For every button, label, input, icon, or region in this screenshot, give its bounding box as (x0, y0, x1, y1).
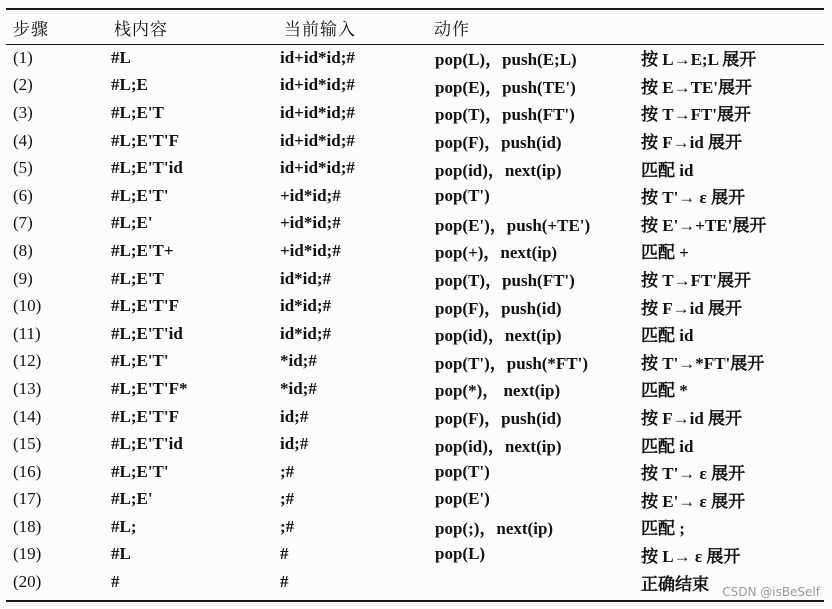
cell-stack: #L; (111, 516, 137, 536)
cell-note: 匹配 id (641, 436, 694, 456)
cell-stack: #L;E'T' (111, 185, 169, 205)
cell-step: (20) (13, 572, 42, 592)
cell-stack: #L;E'T' (111, 461, 169, 481)
cell-stack: #L;E' (111, 213, 153, 233)
header-note (632, 10, 824, 44)
cell-action: pop(T)，push(FT') (435, 105, 575, 125)
table-row (6, 265, 824, 293)
cell-step: (10) (13, 296, 42, 316)
cell-note: 匹配 + (641, 243, 689, 263)
cell-note: 匹配 ; (641, 519, 685, 539)
cell-action: pop(;)，next(ip) (435, 519, 554, 539)
table-row (6, 99, 824, 127)
header-input: 当前输入 (284, 19, 356, 40)
cell-action: pop(T') (435, 461, 490, 481)
cell-action: pop(+)，next(ip) (435, 243, 558, 263)
cell-note: 按 L→E;L 展开 (641, 50, 757, 70)
cell-step: (19) (13, 544, 42, 564)
table-row (6, 44, 824, 72)
cell-step: (11) (13, 323, 41, 343)
cell-input: +id*id;# (280, 240, 341, 260)
header-step: 步骤 (13, 19, 49, 40)
cell-input: id+id*id;# (280, 47, 355, 67)
cell-stack: #L;E'T'id (111, 158, 183, 178)
cell-note: 按 E'→ ε 展开 (641, 491, 746, 511)
cell-stack: #L;E'T'id (111, 434, 183, 454)
cell-input: id*id;# (280, 268, 332, 288)
cell-action: pop(id)，next(ip) (435, 326, 562, 346)
table-row (6, 458, 824, 486)
cell-stack: #L;E'T' (111, 351, 169, 371)
table-bottom-rule (6, 600, 824, 602)
cell-stack: # (111, 572, 120, 592)
cell-note: 匹配 id (641, 326, 694, 346)
table-row (6, 513, 824, 541)
watermark: CSDN @isBeSelf (722, 585, 820, 599)
cell-note: 按 E→TE'展开 (641, 77, 752, 97)
cell-input: ;# (280, 461, 295, 481)
cell-stack: #L;E'T'F (111, 130, 180, 150)
cell-note: 按 T'→ ε 展开 (641, 188, 746, 208)
parsing-steps-table (6, 10, 824, 596)
cell-note: 按 T'→*FT'展开 (641, 353, 765, 373)
table-row (6, 375, 824, 403)
table-row (6, 127, 824, 155)
cell-step: (18) (13, 516, 42, 536)
cell-input: +id*id;# (280, 185, 341, 205)
table-row (6, 72, 824, 100)
cell-input: id;# (280, 434, 309, 454)
table-row (6, 568, 824, 596)
cell-action: pop(T')，push(*FT') (435, 353, 589, 373)
cell-action: pop(*)， next(ip) (435, 381, 561, 401)
cell-note: 按 F→id 展开 (641, 298, 743, 318)
cell-action: pop(E') (435, 489, 490, 509)
cell-note: 匹配 id (641, 160, 694, 180)
cell-input: ;# (280, 489, 295, 509)
cell-step: (7) (13, 213, 33, 233)
cell-action: pop(id)，next(ip) (435, 160, 562, 180)
cell-stack: #L;E'T'F (111, 296, 180, 316)
cell-step: (1) (13, 47, 33, 67)
header-stack: 栈内容 (114, 19, 168, 40)
cell-action: pop(F)，push(id) (435, 298, 562, 318)
header-action: 动作 (434, 19, 470, 40)
table-row (6, 237, 824, 265)
table-row (6, 486, 824, 514)
cell-step: (9) (13, 268, 33, 288)
table-row (6, 154, 824, 182)
table-row (6, 430, 824, 458)
cell-step: (16) (13, 461, 42, 481)
cell-step: (17) (13, 489, 42, 509)
cell-input: id;# (280, 406, 309, 426)
cell-action: pop(id)，next(ip) (435, 436, 562, 456)
cell-note: 按 E'→+TE'展开 (641, 215, 767, 235)
cell-stack: #L (111, 544, 131, 564)
cell-note: 按 T→FT'展开 (641, 105, 752, 125)
cell-input: +id*id;# (280, 213, 341, 233)
cell-action: pop(E')，push(+TE') (435, 215, 591, 235)
cell-input: id+id*id;# (280, 102, 355, 122)
cell-note: 按 F→id 展开 (641, 409, 743, 429)
table-row (6, 403, 824, 431)
cell-stack: #L;E'T'F (111, 406, 180, 426)
cell-stack: #L (111, 47, 131, 67)
cell-step: (3) (13, 102, 33, 122)
table-body (6, 44, 824, 596)
cell-stack: #L;E'T+ (111, 240, 174, 260)
cell-input: ;# (280, 516, 295, 536)
cell-input: # (280, 572, 289, 592)
table-row (6, 292, 824, 320)
cell-stack: #L;E'T (111, 102, 164, 122)
cell-stack: #L;E'T'F* (111, 378, 188, 398)
cell-action: pop(T)，push(FT') (435, 271, 575, 291)
cell-note: 匹配 * (641, 381, 688, 401)
table-row (6, 210, 824, 238)
cell-note: 按 T→FT'展开 (641, 271, 752, 291)
cell-step: (2) (13, 75, 33, 95)
cell-action: pop(F)，push(id) (435, 409, 562, 429)
cell-note: 正确结束 (641, 574, 709, 594)
cell-step: (4) (13, 130, 33, 150)
cell-step: (15) (13, 434, 42, 454)
cell-input: id*id;# (280, 296, 332, 316)
cell-step: (8) (13, 240, 33, 260)
cell-step: (5) (13, 158, 33, 178)
cell-input: id+id*id;# (280, 75, 355, 95)
cell-input: # (280, 544, 289, 564)
cell-step: (12) (13, 351, 42, 371)
table-row (6, 541, 824, 569)
cell-stack: #L;E'T'id (111, 323, 183, 343)
cell-input: id*id;# (280, 323, 332, 343)
cell-stack: #L;E (111, 75, 148, 95)
table-header-row (6, 10, 824, 44)
cell-action: pop(E)，push(TE') (435, 77, 576, 97)
cell-action: pop(T') (435, 185, 490, 205)
table-row (6, 182, 824, 210)
cell-input: id+id*id;# (280, 130, 355, 150)
cell-stack: #L;E'T (111, 268, 164, 288)
cell-action: pop(L) (435, 544, 486, 564)
table-row (6, 348, 824, 376)
cell-action: pop(L)，push(E;L) (435, 50, 577, 70)
cell-input: *id;# (280, 351, 317, 371)
cell-note: 按 L→ ε 展开 (641, 546, 741, 566)
cell-note: 按 T'→ ε 展开 (641, 464, 746, 484)
cell-step: (14) (13, 406, 42, 426)
cell-action: pop(F)，push(id) (435, 133, 562, 153)
cell-note: 按 F→id 展开 (641, 133, 743, 153)
cell-input: *id;# (280, 378, 317, 398)
cell-step: (6) (13, 185, 33, 205)
cell-action (426, 568, 632, 596)
cell-stack: #L;E' (111, 489, 153, 509)
cell-input: id+id*id;# (280, 158, 355, 178)
table-row (6, 320, 824, 348)
cell-step: (13) (13, 378, 42, 398)
